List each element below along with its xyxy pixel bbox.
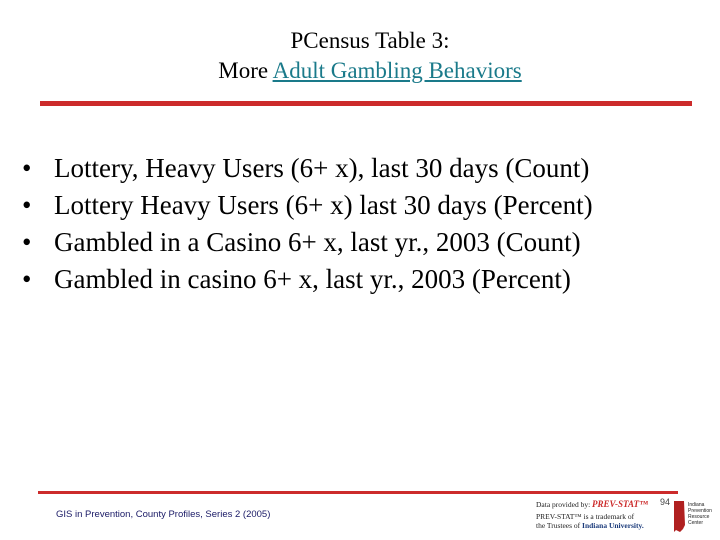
bullet-text: Lottery Heavy Users (6+ x) last 30 days (Percent) (54, 190, 593, 220)
bottom-divider (38, 491, 678, 494)
credit-brand: PREV-STAT™ (592, 499, 649, 509)
bullet-text: Gambled in casino 6+ x, last yr., 2003 (Percent) (54, 264, 571, 294)
title-line-2 (0, 56, 720, 86)
bullet-dot: • (22, 190, 32, 220)
bullet-text: Gambled in a Casino 6+ x, last yr., 2003 (Count) (54, 227, 581, 257)
bullet-dot: • (22, 153, 32, 183)
credit-line-3 (536, 521, 668, 530)
bullet-item (22, 224, 593, 261)
credit-university: Indiana University. (582, 521, 644, 530)
bullet-item (22, 187, 593, 224)
credit-line3-prefix: the Trustees of (536, 521, 583, 530)
title-link[interactable]: Adult Gambling Behaviors (272, 58, 522, 83)
slide-title (0, 26, 720, 86)
logo-caption: Indiana Prevention Resource Center (688, 502, 712, 526)
credit-prefix: Data provided by: (536, 500, 593, 509)
bullet-list (22, 150, 593, 298)
credit-line-2: PREV-STAT™ is a trademark of (536, 512, 635, 521)
credit-line-1 (536, 500, 668, 509)
data-credit (536, 500, 668, 530)
page-number: 94 (660, 497, 671, 507)
bullet-item (22, 150, 593, 187)
bullet-dot: • (22, 264, 32, 294)
title-prefix: More (218, 58, 273, 83)
bullet-dot: • (22, 227, 32, 257)
title-line-1: PCensus Table 3: (290, 28, 450, 53)
footer-series: GIS in Prevention, County Profiles, Series 2 (2005) (56, 509, 271, 520)
bullet-item (22, 261, 593, 298)
top-divider (40, 101, 692, 106)
bullet-text: Lottery, Heavy Users (6+ x), last 30 days (Count) (54, 153, 590, 183)
